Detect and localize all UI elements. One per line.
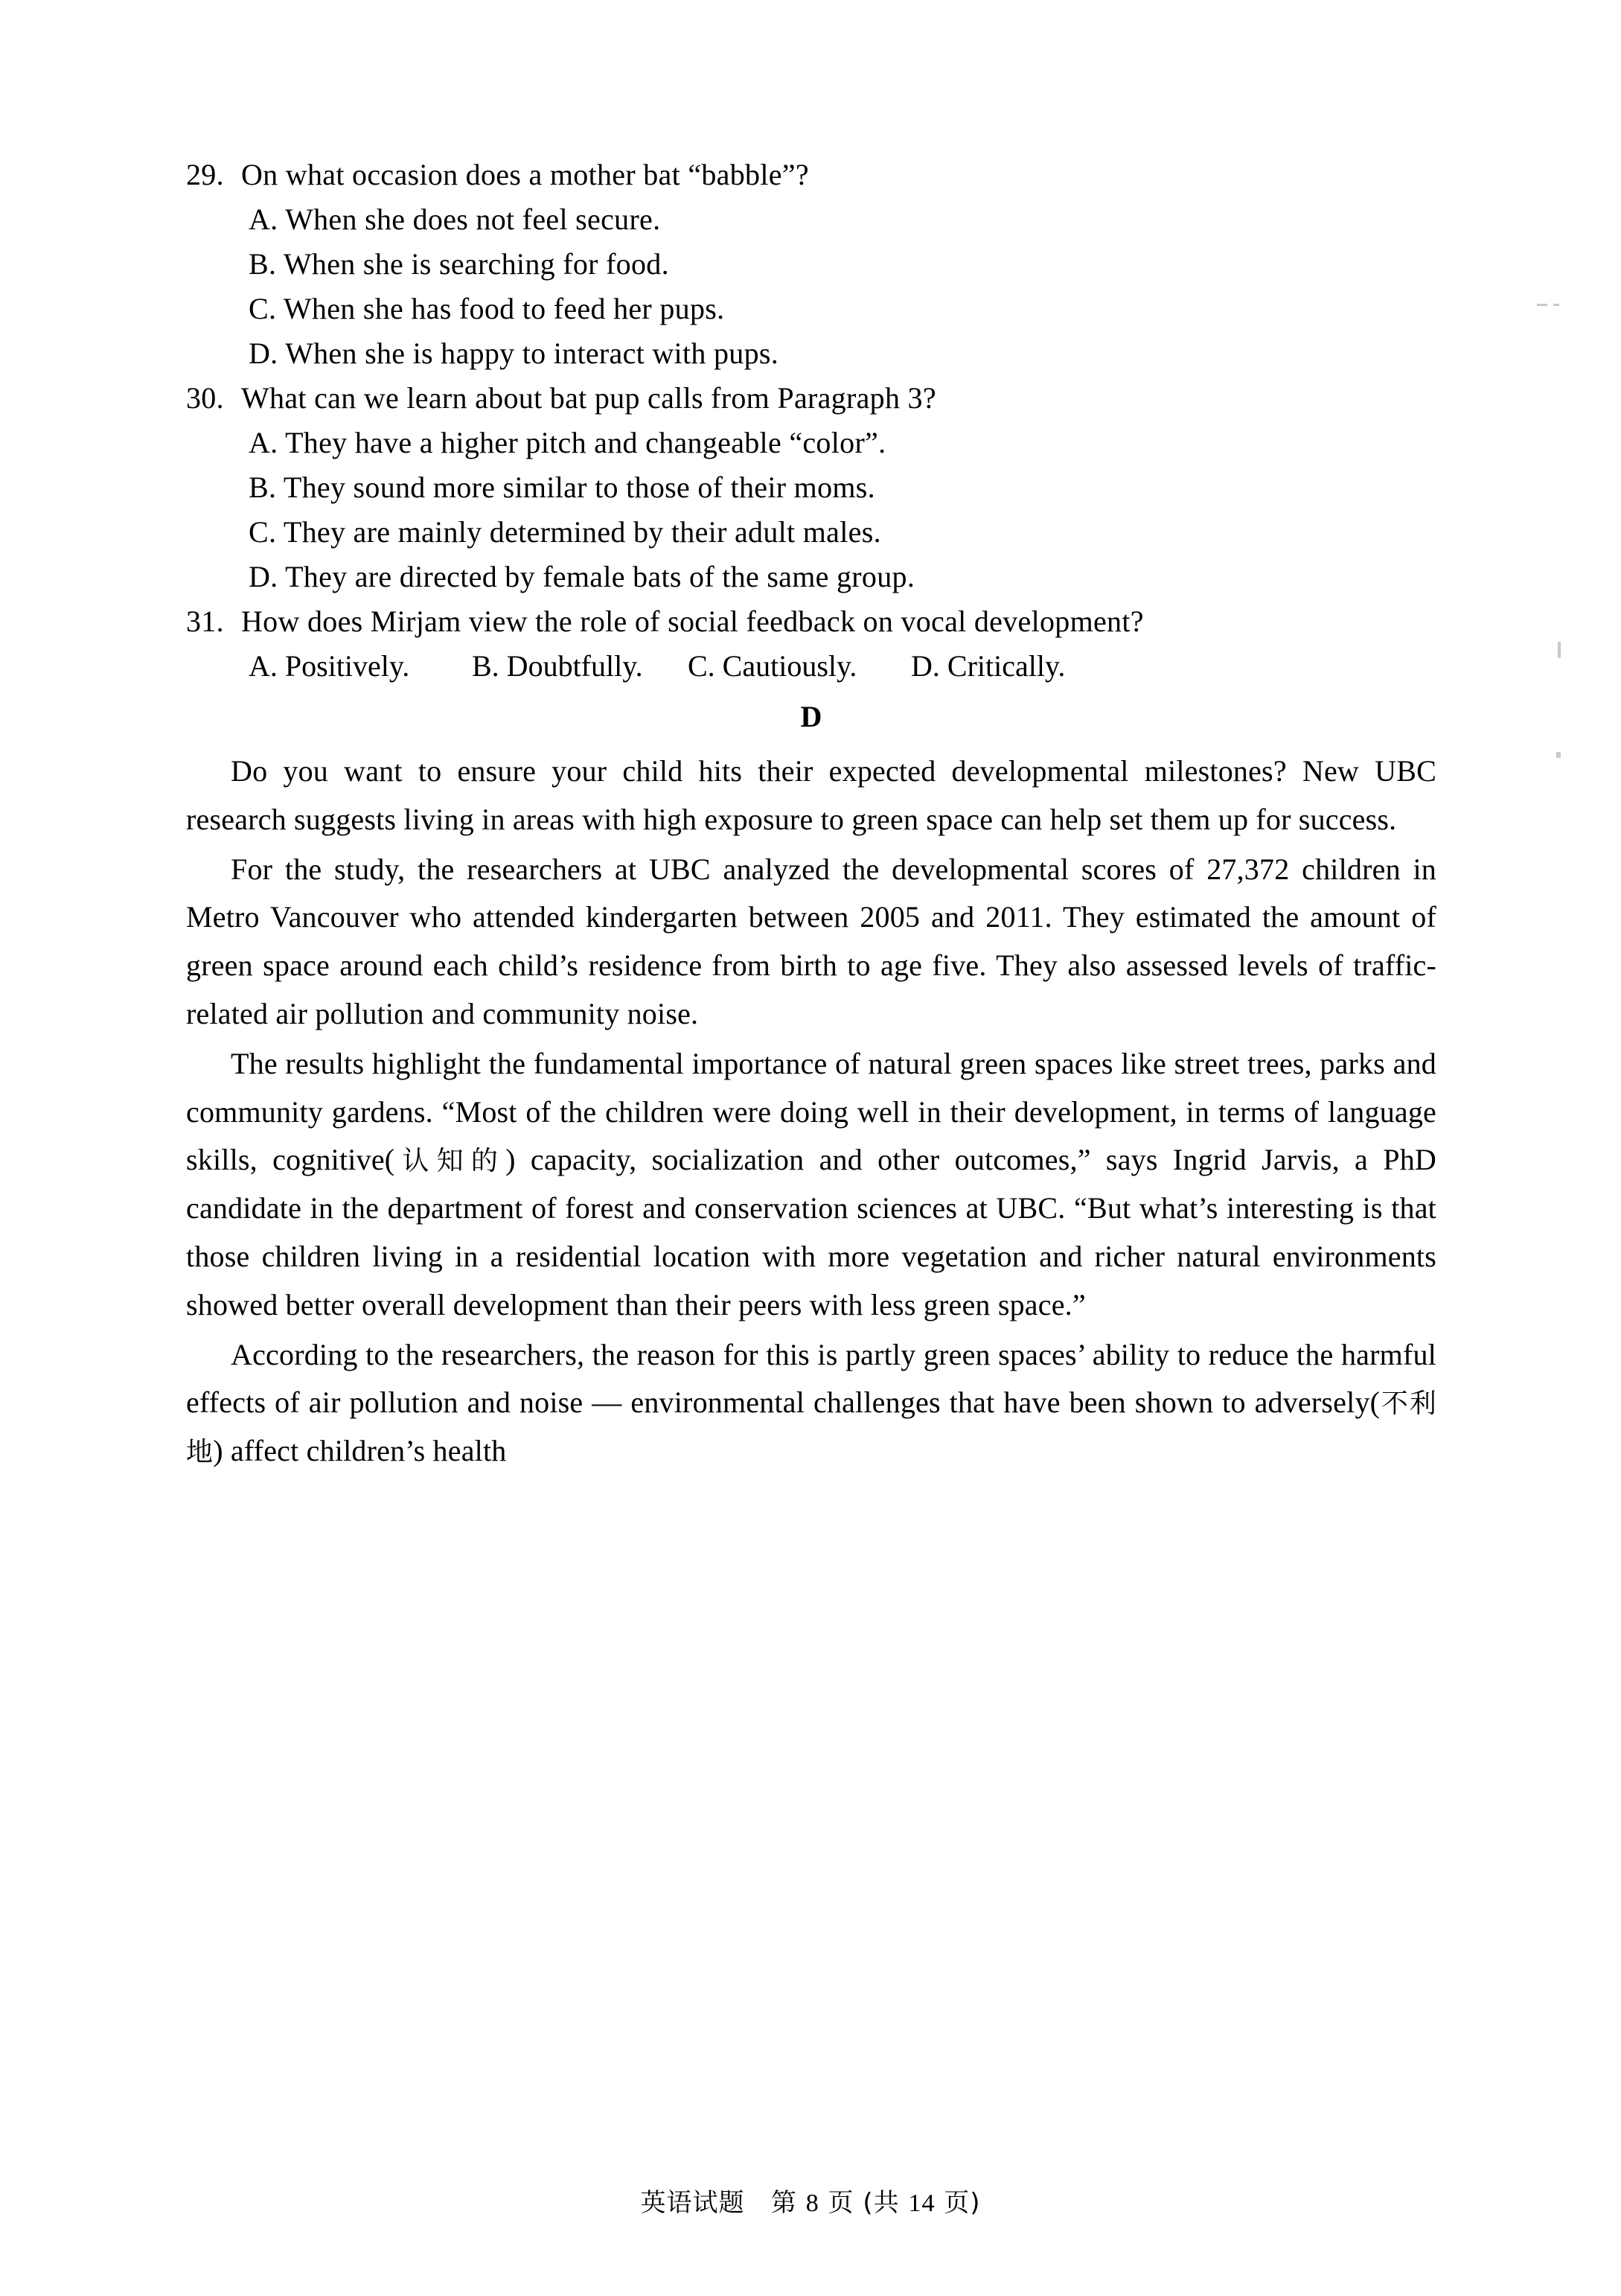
footer-page-number: 8 xyxy=(805,2190,819,2217)
question-number: 30. xyxy=(186,381,224,415)
passage-text-part: ) affect children’s health xyxy=(213,1434,507,1468)
option-c[interactable]: C. Cautiously. xyxy=(688,649,857,683)
passage-text-part: ) capacity, socialization and other outcomes,” says Ingrid Jarvis, a PhD candidate in the department of forest and conservation sciences at UBC. “But what’s interesting is that those children living in a residential location with more vegetation and richer natural environments showed better overall development than their peers with less green space.” xyxy=(186,1143,1436,1321)
option-d[interactable]: D. They are directed by female bats of the same group. xyxy=(249,560,915,593)
passage-paragraph-3 xyxy=(186,1040,1436,1330)
question-stem xyxy=(186,160,1436,190)
question-text: How does Mirjam view the role of social feedback on vocal development? xyxy=(241,605,1144,638)
scan-mark xyxy=(1556,752,1561,758)
option-d[interactable]: D. When she is happy to interact with pups. xyxy=(249,337,779,370)
page-content xyxy=(186,160,1436,1476)
footer-total-unit: 页) xyxy=(944,2188,981,2218)
question-31 xyxy=(186,607,1436,681)
passage-paragraph-4 xyxy=(186,1331,1436,1476)
option-b[interactable]: B. When she is searching for food. xyxy=(249,247,669,281)
option-d[interactable]: D. Critically. xyxy=(911,649,1066,683)
footer-total-open: (共 xyxy=(863,2188,900,2218)
options-inline-row xyxy=(249,651,1436,681)
question-30 xyxy=(186,383,1436,592)
option-b[interactable]: B. They sound more similar to those of their moms. xyxy=(249,471,875,504)
option-a[interactable]: A. When she does not feel secure. xyxy=(249,203,661,236)
scan-mark xyxy=(1553,304,1559,306)
footer-page-label: 第 xyxy=(770,2188,797,2218)
passage-paragraph-1: Do you want to ensure your child hits their expected developmental milestones? New UBC research suggests living in areas with high exposure to green space can help set them up for success. xyxy=(186,754,1436,836)
option-c[interactable]: C. When she has food to feed her pups. xyxy=(249,292,725,325)
question-29 xyxy=(186,160,1436,369)
question-stem xyxy=(186,607,1436,637)
footer-page-unit: 页 xyxy=(828,2188,854,2218)
passage-section-letter: D xyxy=(800,700,822,733)
option-a[interactable]: A. They have a higher pitch and changeable “color”. xyxy=(249,426,886,459)
question-number: 29. xyxy=(186,158,224,191)
chinese-gloss: 认知的 xyxy=(394,1146,506,1177)
question-text: What can we learn about bat pup calls from Paragraph 3? xyxy=(241,381,936,415)
option-a[interactable]: A. Positively. xyxy=(249,649,410,683)
footer-subject: 英语试题 xyxy=(640,2188,745,2218)
option-b[interactable]: B. Doubtfully. xyxy=(472,649,643,683)
option-c[interactable]: C. They are mainly determined by their adult males. xyxy=(249,515,881,549)
scan-mark xyxy=(1537,304,1547,306)
page-footer xyxy=(0,2182,1621,2219)
passage-text-part: According to the researchers, the reason for this is partly green spaces’ ability to reduce the harmful effects of air pollution and noise — environmental challenges that have been shown to adversely( xyxy=(186,1337,1436,1420)
chinese-gloss: 不利地 xyxy=(186,1388,1436,1468)
scan-mark xyxy=(1558,642,1561,658)
question-text: On what occasion does a mother bat “babble”? xyxy=(241,158,809,191)
question-stem xyxy=(186,383,1436,413)
passage-text-part: The results highlight the fundamental importance of natural green spaces like street trees, parks and community gardens. “Most of the children were doing well in their development, in terms of language skills, cognitive( xyxy=(186,1046,1436,1177)
footer-total-number: 14 xyxy=(908,2190,936,2217)
question-number: 31. xyxy=(186,605,224,638)
passage-paragraph-2: For the study, the researchers at UBC analyzed the developmental scores of 27,372 children in Metro Vancouver who attended kindergarten between 2005 and 2011. They estimated the amount of green space around each child’s residence from birth to age five. They also assessed levels of traffic-related air pollution and community noise. xyxy=(186,852,1436,1030)
